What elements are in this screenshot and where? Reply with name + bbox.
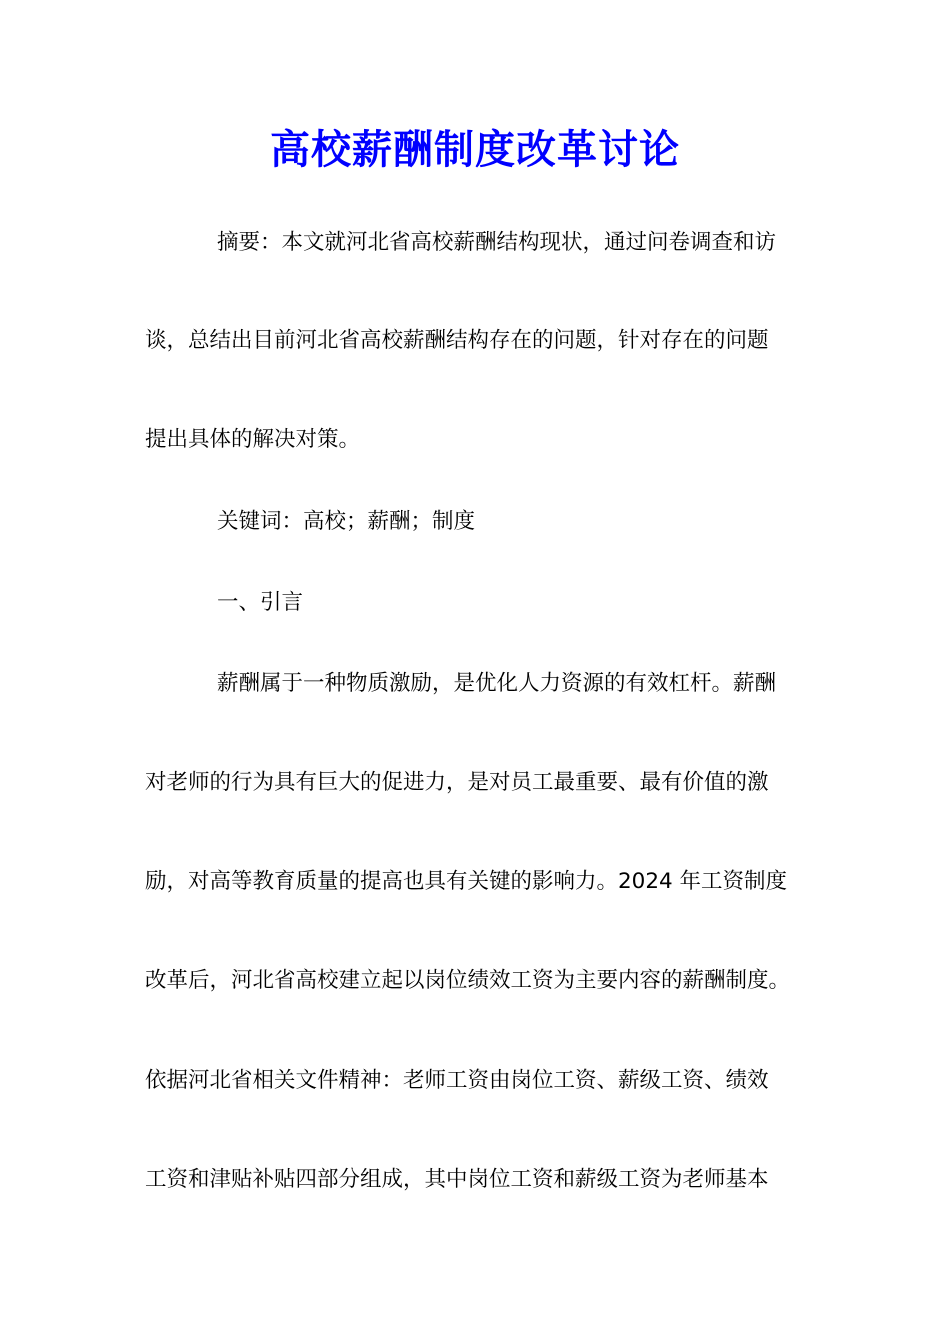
body-line-5: 依据河北省相关文件精神：老师工资由岗位工资、薪级工资、绩效 [145,1068,769,1093]
body-line-6: 工资和津贴补贴四部分组成，其中岗位工资和薪级工资为老师基本 [145,1167,769,1192]
body-line-3: 励，对高等教育质量的提高也具有关键的影响力。2024 年工资制度 [145,869,788,894]
body-line-4: 改革后，河北省高校建立起以岗位绩效工资为主要内容的薪酬制度。 [145,968,791,993]
abstract-line-1: 摘要：本文就河北省高校薪酬结构现状，通过问卷调查和访 [217,230,777,255]
abstract-line-3: 提出具体的解决对策。 [145,427,361,452]
body-line-1: 薪酬属于一种物质激励，是优化人力资源的有效杠杆。薪酬 [217,671,777,696]
abstract-line-2: 谈，总结出目前河北省高校薪酬结构存在的问题，针对存在的问题 [145,328,769,353]
body-line-2: 对老师的行为具有巨大的促进力，是对员工最重要、最有价值的激 [145,770,769,795]
section-heading-introduction: 一、引言 [217,590,304,615]
keywords-line: 关键词：高校；薪酬；制度 [217,509,476,534]
document-title: 高校薪酬制度改革讨论 [270,126,680,173]
